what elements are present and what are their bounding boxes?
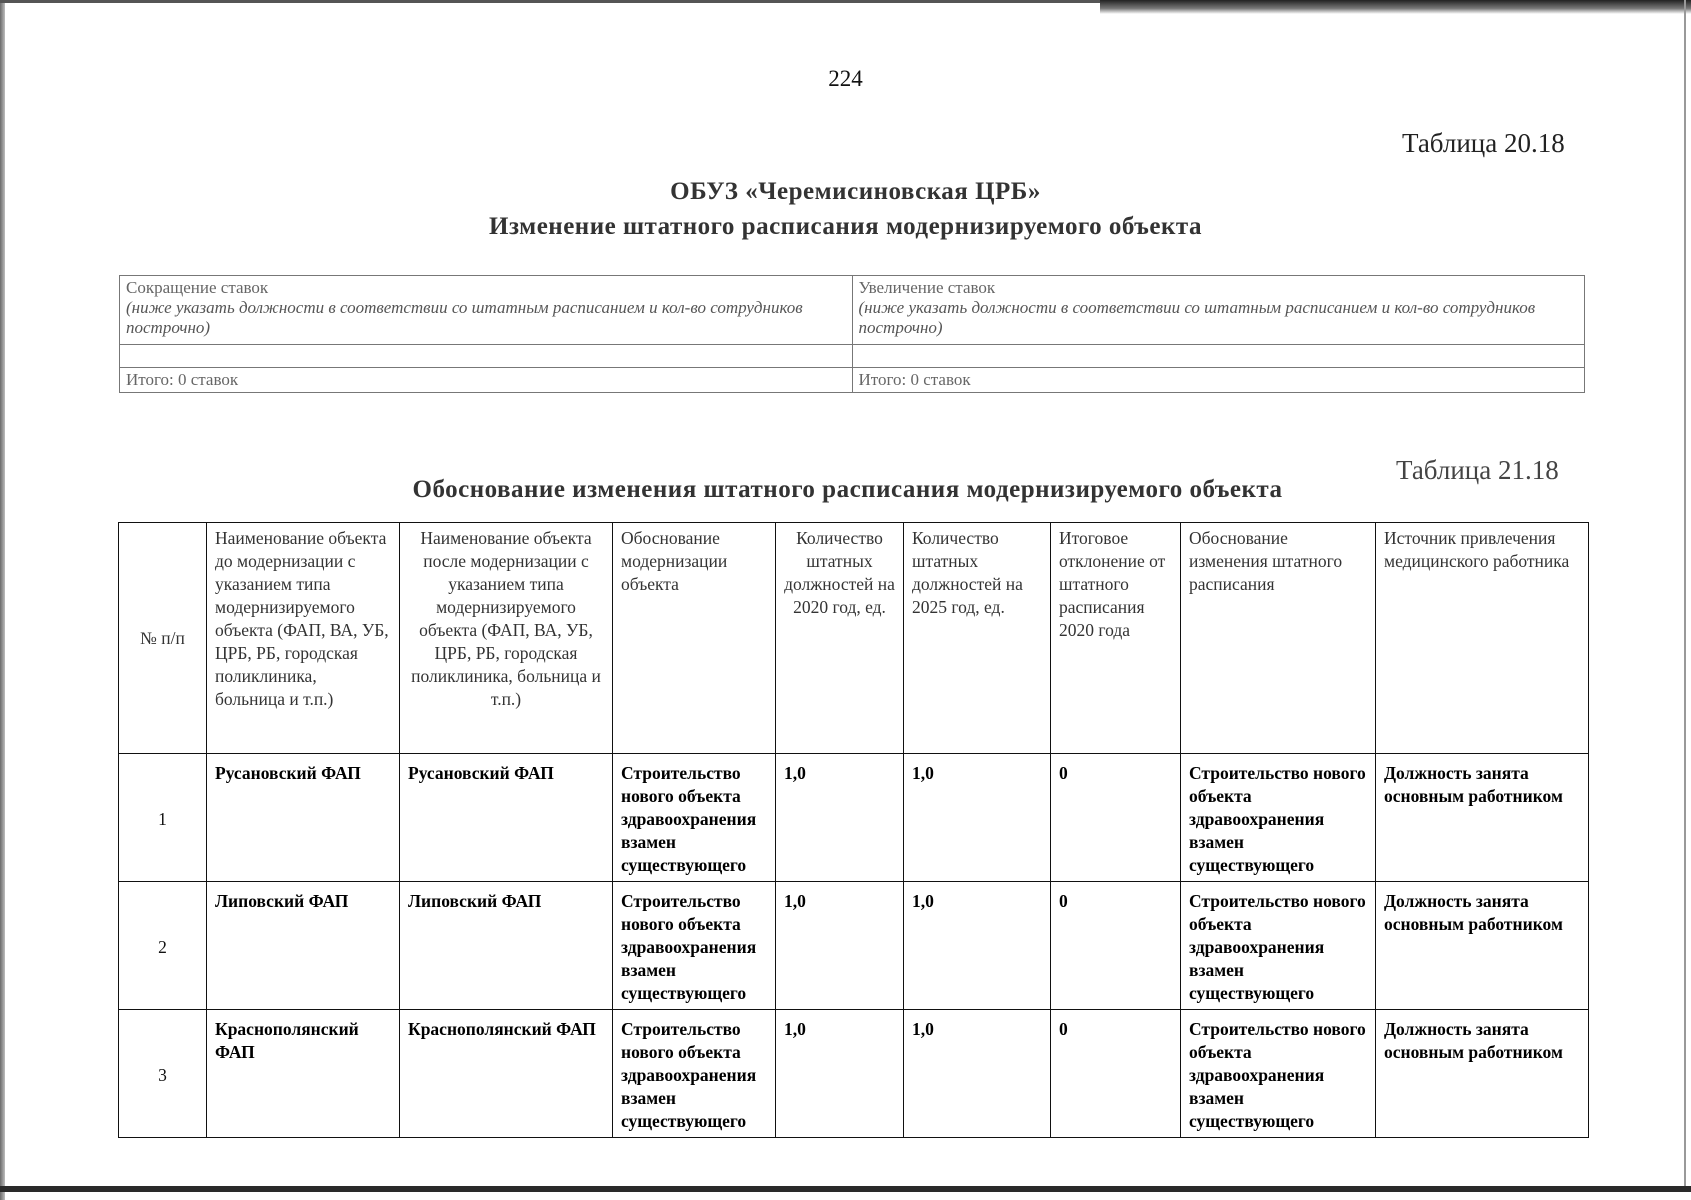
- row-before: Краснополянский ФАП: [207, 1010, 400, 1138]
- increase-total: Итого: 0 ставок: [852, 368, 1585, 393]
- row-change-reason: Строительство нового объекта здравоохранения взамен существующего: [1181, 1010, 1376, 1138]
- header-num: № п/п: [119, 523, 207, 754]
- scan-shadow-top: [1100, 0, 1691, 14]
- row-deviation: 0: [1051, 1010, 1181, 1138]
- justification-table: [118, 522, 1589, 1138]
- increase-note: (ниже указать должности в соответствии со штатным расписанием и кол-во сотрудников построчно): [858, 298, 1536, 337]
- page-number: 224: [828, 66, 863, 91]
- header-change-reason: Обоснование изменения штатного расписания: [1181, 523, 1376, 754]
- row-source: Должность занята основным работником: [1376, 882, 1589, 1010]
- row-source: Должность занята основным работником: [1376, 1010, 1589, 1138]
- organization-title: ОБУЗ «Черемисиновская ЦРБ»: [670, 178, 1041, 205]
- header-deviation: Итоговое отклонение от штатного расписания 2020 года: [1051, 523, 1181, 754]
- table-header-row: [119, 523, 1589, 754]
- table-20-18-label: Таблица 20.18: [1402, 128, 1565, 158]
- header-before: Наименование объекта до модернизации с указанием типа модернизируемого объекта (ФАП, ВА, УБ, ЦРБ, РБ, городская поликлиника, больница и т.п.): [207, 523, 400, 754]
- row-num: 2: [119, 882, 207, 1010]
- row-count-2020: 1,0: [776, 882, 904, 1010]
- row-count-2020: 1,0: [776, 1010, 904, 1138]
- table-21-18-label: Таблица 21.18: [1396, 455, 1559, 485]
- reduction-title: Сокращение ставок: [126, 278, 269, 297]
- row-change-reason: Строительство нового объекта здравоохранения взамен существующего: [1181, 882, 1376, 1010]
- row-justification: Строительство нового объекта здравоохранения взамен существующего: [613, 882, 776, 1010]
- row-before: Липовский ФАП: [207, 882, 400, 1010]
- row-count-2020: 1,0: [776, 754, 904, 882]
- scan-edge-left: [0, 0, 5, 1200]
- row-count-2025: 1,0: [904, 754, 1051, 882]
- row-justification: Строительство нового объекта здравоохранения взамен существующего: [613, 754, 776, 882]
- table-row: [119, 754, 1589, 882]
- row-num: 1: [119, 754, 207, 882]
- header-justification: Обоснование модернизации объекта: [613, 523, 776, 754]
- table-row: [119, 1010, 1589, 1138]
- row-count-2025: 1,0: [904, 882, 1051, 1010]
- header-count-2020: Количество штатных должностей на 2020 год, ед.: [776, 523, 904, 754]
- row-deviation: 0: [1051, 882, 1181, 1010]
- increase-cell: [852, 276, 1585, 345]
- header-source: Источник привлечения медицинского работника: [1376, 523, 1589, 754]
- header-after: Наименование объекта после модернизации с указанием типа модернизируемого объекта (ФАП, ВА, УБ, ЦРБ, РБ, городская поликлиника, больница и т.п.): [400, 523, 613, 754]
- header-count-2025: Количество штатных должностей на 2025 год, ед.: [904, 523, 1051, 754]
- row-after: Русановский ФАП: [400, 754, 613, 882]
- row-after: Липовский ФАП: [400, 882, 613, 1010]
- reduction-empty-row: [120, 345, 853, 368]
- row-deviation: 0: [1051, 754, 1181, 882]
- table-row: [119, 882, 1589, 1010]
- increase-empty-row: [852, 345, 1585, 368]
- row-after: Краснополянский ФАП: [400, 1010, 613, 1138]
- row-num: 3: [119, 1010, 207, 1138]
- staff-change-heading: Изменение штатного расписания модернизируемого объекта: [489, 213, 1202, 240]
- row-count-2025: 1,0: [904, 1010, 1051, 1138]
- row-change-reason: Строительство нового объекта здравоохранения взамен существующего: [1181, 754, 1376, 882]
- reduction-cell: [120, 276, 853, 345]
- justification-heading: Обоснование изменения штатного расписания модернизируемого объекта: [412, 476, 1283, 503]
- row-source: Должность занята основным работником: [1376, 754, 1589, 882]
- reduction-total: Итого: 0 ставок: [120, 368, 853, 393]
- scan-edge-bottom: [0, 1186, 1691, 1192]
- row-justification: Строительство нового объекта здравоохранения взамен существующего: [613, 1010, 776, 1138]
- reduction-note: (ниже указать должности в соответствии со штатным расписанием и кол-во сотрудников построчно): [126, 298, 803, 337]
- row-before: Русановский ФАП: [207, 754, 400, 882]
- increase-title: Увеличение ставок: [858, 278, 996, 297]
- staff-change-table: [119, 275, 1585, 393]
